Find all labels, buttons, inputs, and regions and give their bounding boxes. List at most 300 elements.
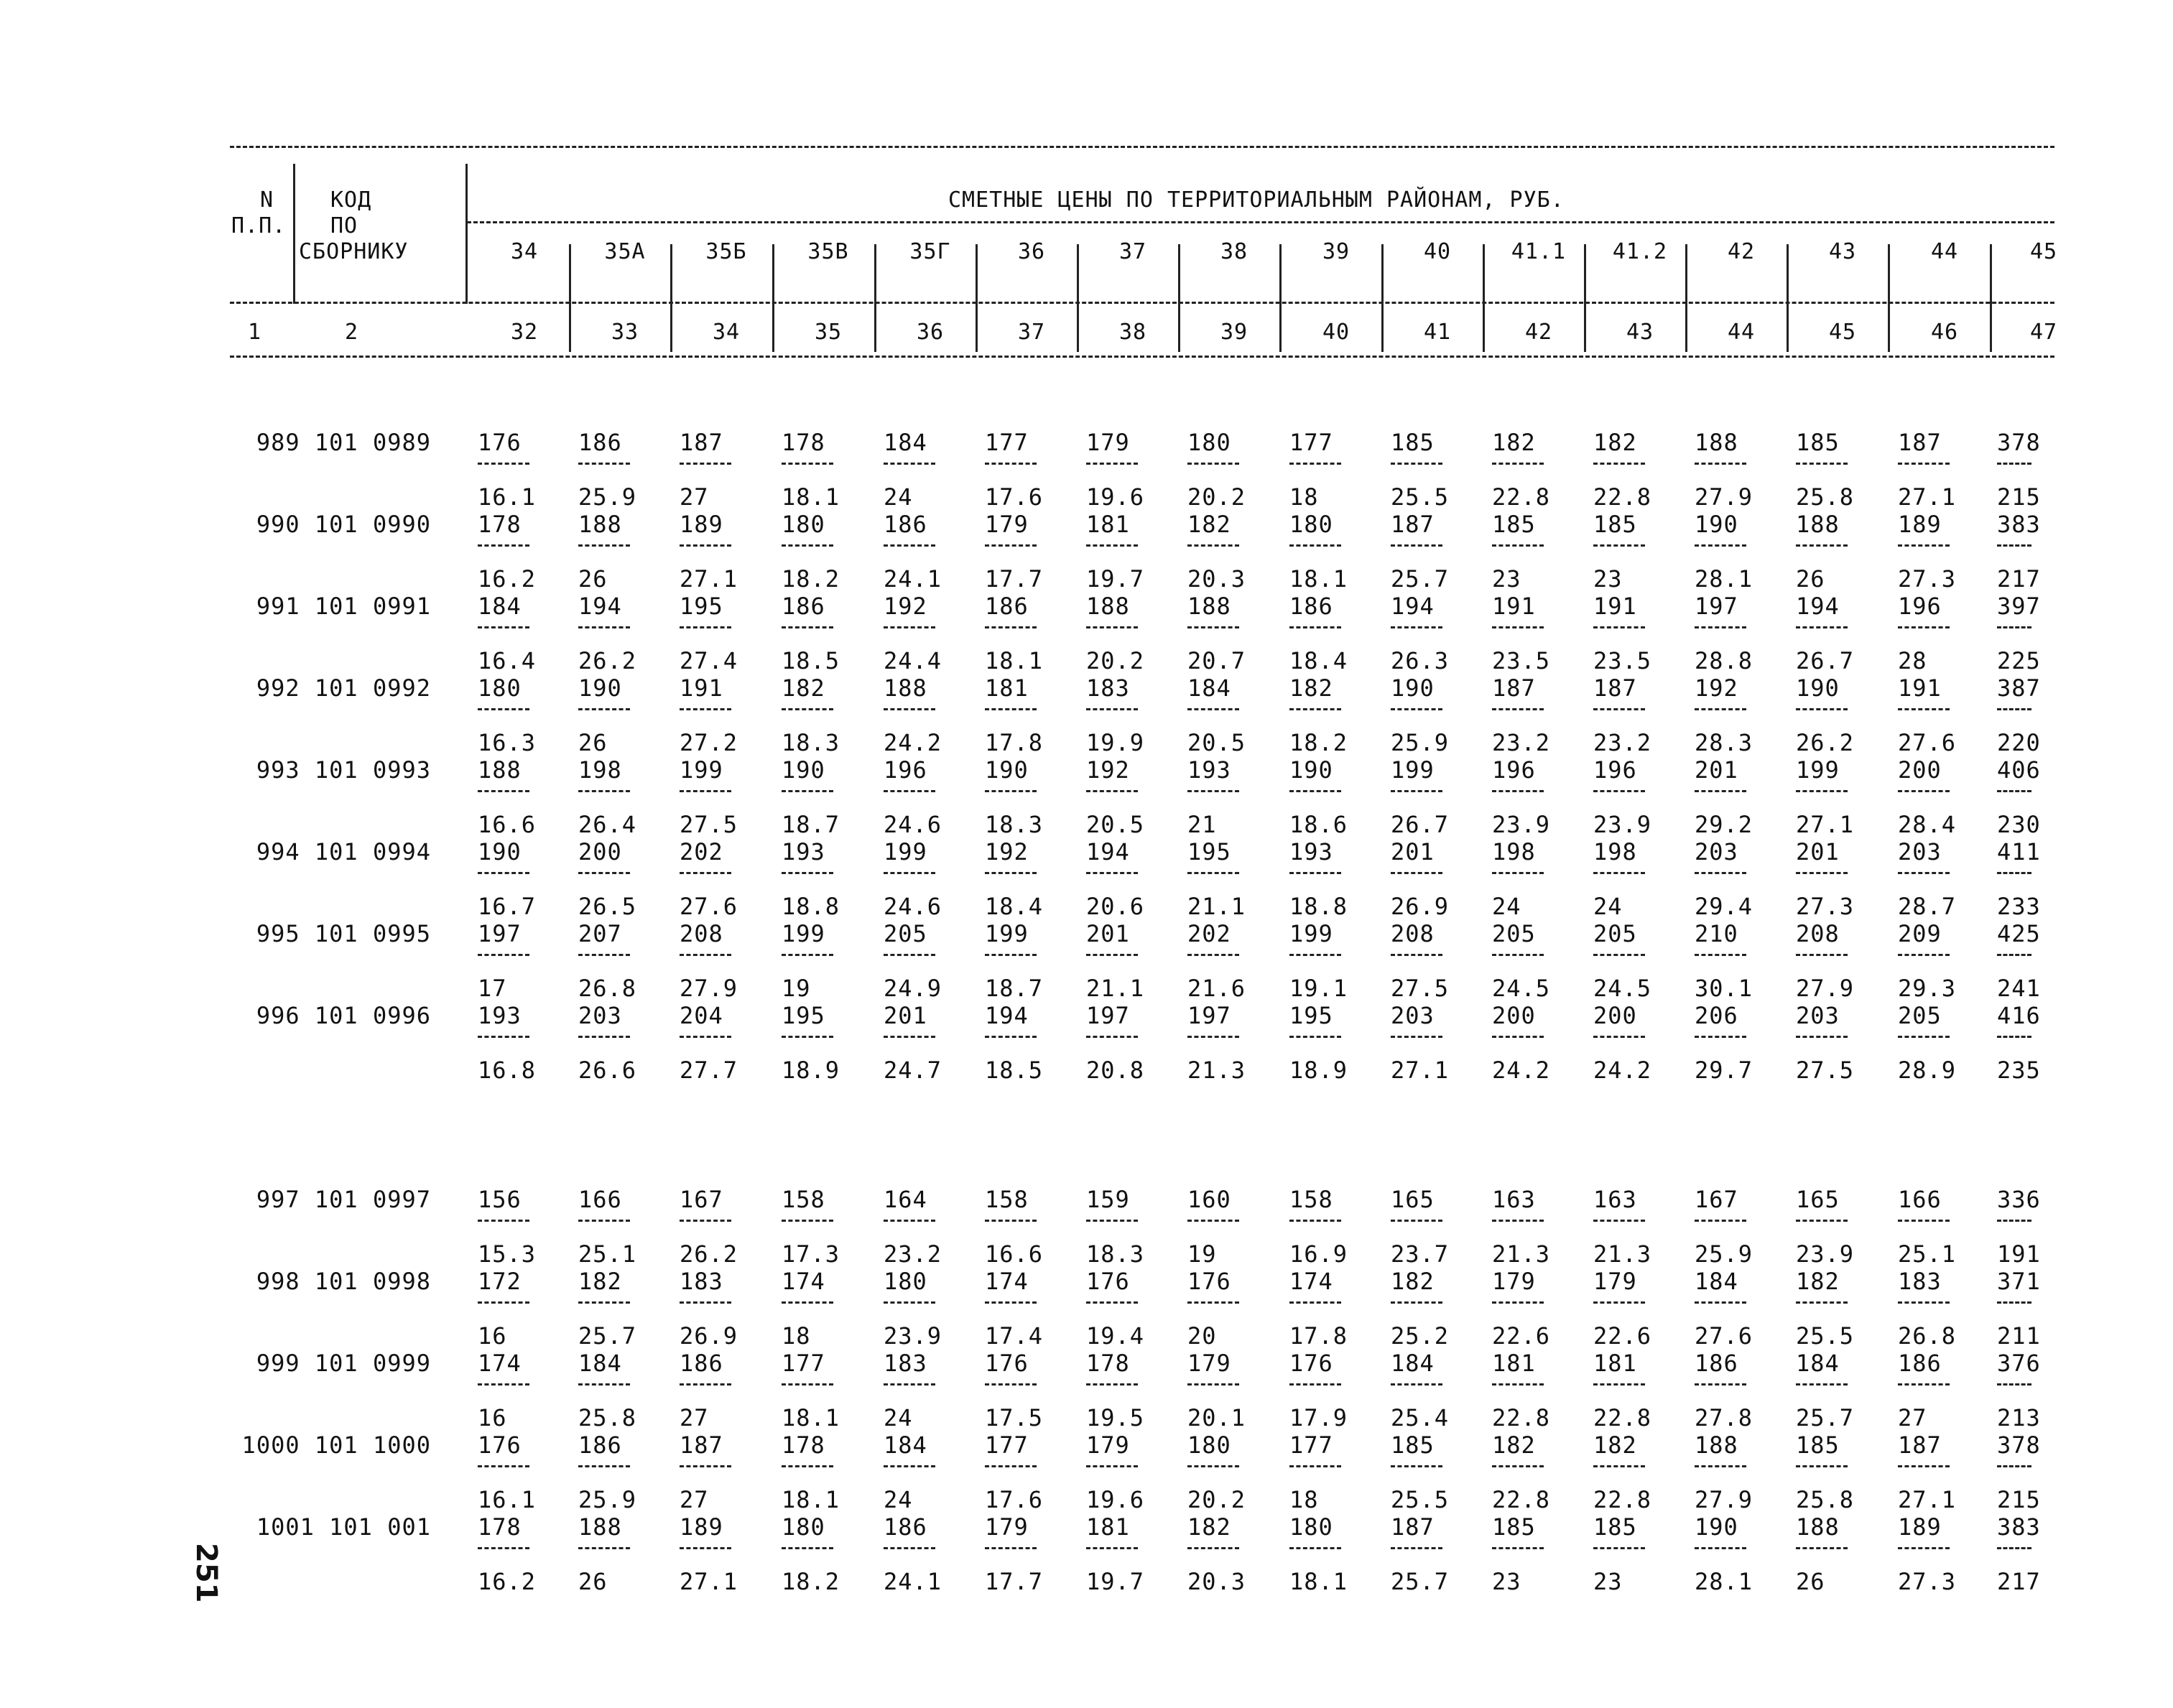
price-cell-total: 188 [578,511,622,538]
row-code: 101 001 [329,1513,431,1541]
fraction-line [1289,626,1341,628]
row-number: 997 [256,1186,300,1213]
region-header-cell: 35В [807,239,849,264]
price-cell-wage: 26 [578,565,608,593]
fraction-line [1593,626,1645,628]
price-cell-wage: 18 [1289,1486,1319,1513]
price-cell-total: 187 [680,1431,723,1459]
price-cell-wage: 22.6 [1492,1322,1551,1350]
price-cell-total: 188 [1796,1513,1840,1541]
fraction-line [578,708,630,710]
header-code-label-1: КОД [330,187,372,213]
price-cell-wage: 23.9 [1796,1240,1855,1268]
price-cell-wage: 19.9 [1086,729,1145,756]
fraction-line [782,626,833,628]
fraction-line [680,1301,731,1304]
fraction-line [1593,790,1645,792]
region-header-cell: 44 [1930,239,1959,264]
price-cell-wage: 25.5 [1796,1322,1855,1350]
region-header-cell: 38 [1220,239,1248,264]
price-cell-wage: 27.9 [1695,1486,1753,1513]
fraction-line [782,463,833,465]
price-cell-total: 182 [1187,1513,1231,1541]
fraction-line [680,1220,731,1222]
price-cell-total: 182 [1492,1431,1536,1459]
fraction-line [1695,1036,1746,1038]
price-cell-total: 182 [1593,1431,1637,1459]
price-cell-total: 167 [1695,1186,1738,1213]
fraction-line [1391,463,1442,465]
price-cell-total: 183 [1898,1268,1942,1295]
row-code-label [216,1514,431,1540]
price-cell-total: 187 [1593,674,1637,702]
price-cell-wage: 16 [478,1322,507,1350]
fraction-line [1492,1547,1544,1549]
price-cell-total: 181 [985,674,1029,702]
fraction-line [578,954,630,956]
price-cell-total: 411 [1997,838,2041,865]
row-number: 994 [256,838,300,865]
price-cell-total: 205 [1492,920,1536,947]
price-cell-wage: 16.2 [478,565,537,593]
price-cell-wage: 24 [884,1486,913,1513]
price-cell-wage: 25.9 [1695,1240,1753,1268]
fraction-line [1898,463,1950,465]
price-cell-total: 198 [1593,838,1637,865]
price-cell-wage: 20.6 [1086,893,1145,920]
row-number: 991 [256,593,300,620]
column-index-cell: 42 [1524,320,1553,345]
price-cell-total: 208 [1391,920,1435,947]
price-cell-wage: 18.3 [1086,1240,1145,1268]
fraction-line [1997,790,2031,792]
price-cell-wage: 18.4 [985,893,1044,920]
price-cell-wage: 20.2 [1187,1486,1246,1513]
fraction-line [680,1465,731,1467]
price-cell-wage: 28.3 [1695,729,1753,756]
price-cell-total: 186 [782,593,825,620]
fraction-line [1187,872,1239,874]
fraction-line [478,1301,529,1304]
price-cell-total: 207 [578,920,622,947]
price-cell-wage: 18.5 [782,647,840,674]
price-cell-wage: 27.5 [1391,975,1450,1002]
price-cell-total: 179 [1187,1350,1231,1377]
price-cell-total: 160 [1187,1186,1231,1213]
price-cell-total: 179 [1492,1268,1536,1295]
column-index-cell: 1 [248,320,262,345]
price-cell-wage: 25.2 [1391,1322,1450,1350]
row-code: 101 0994 [314,838,431,865]
price-cell-wage: 23.9 [1593,811,1652,838]
fraction-line [985,1301,1037,1304]
price-cell-total: 198 [1492,838,1536,865]
column-index-cell: 40 [1322,320,1350,345]
fraction-line [1492,954,1544,956]
header-top-rule [230,146,2054,148]
price-cell-total: 184 [478,593,522,620]
header-num-label-2: П.П. [231,213,287,238]
fraction-line [1289,1383,1341,1386]
header-title: СМЕТНЫЕ ЦЕНЫ ПО ТЕРРИТОРИАЛЬНЫМ РАЙОНАМ, РУБ. [948,187,1565,213]
price-cell-total: 200 [578,838,622,865]
price-cell-total: 201 [884,1002,927,1029]
price-cell-wage: 24.6 [884,811,942,838]
price-cell-total: 378 [1997,1431,2041,1459]
price-cell-wage: 18.1 [782,1404,840,1431]
price-cell-wage: 24.6 [884,893,942,920]
price-cell-total: 185 [1593,511,1637,538]
row-number: 999 [256,1350,300,1377]
price-cell-total: 194 [578,593,622,620]
price-cell-total: 179 [1086,1431,1130,1459]
fraction-line [1187,1220,1239,1222]
price-cell-total: 190 [1695,1513,1738,1541]
price-cell-total: 195 [1289,1002,1333,1029]
fraction-line [1492,1301,1544,1304]
price-cell-wage: 23.2 [1593,729,1652,756]
fraction-line [1391,872,1442,874]
fraction-line [1997,544,2031,547]
price-cell-total: 196 [1492,756,1536,784]
price-cell-total: 186 [884,511,927,538]
row-number: 995 [256,920,300,947]
price-cell-wage: 25.7 [578,1322,637,1350]
row-code: 101 0991 [314,593,431,620]
fraction-line [1593,1301,1645,1304]
price-cell-wage: 17.3 [782,1240,840,1268]
price-cell-total: 186 [1898,1350,1942,1377]
price-cell-total: 194 [1391,593,1435,620]
price-cell-wage: 19.1 [1289,975,1348,1002]
price-cell-wage: 18.9 [782,1057,840,1084]
header-mid-rule [230,302,2054,304]
price-cell-total: 201 [1695,756,1738,784]
column-index-cell: 36 [916,320,945,345]
fraction-line [884,1465,935,1467]
price-cell-wage: 27.7 [680,1057,738,1084]
price-cell-total: 177 [985,1431,1029,1459]
price-cell-total: 200 [1898,756,1942,784]
fraction-line [1796,1547,1848,1549]
column-index-cell: 34 [712,320,741,345]
fraction-line [884,1036,935,1038]
region-header-cell: 35Б [705,239,747,264]
fraction-line [478,954,529,956]
price-cell-total: 184 [884,1431,927,1459]
fraction-line [985,544,1037,547]
fraction-line [1492,1036,1544,1038]
fraction-line [782,1301,833,1304]
fraction-line [1796,1301,1848,1304]
price-cell-wage: 24 [884,1404,913,1431]
price-cell-wage: 21.1 [1086,975,1145,1002]
price-cell-total: 376 [1997,1350,2041,1377]
price-cell-wage: 21.3 [1593,1240,1652,1268]
fraction-line [1898,544,1950,547]
price-cell-wage: 23 [1492,1568,1521,1595]
fraction-line [680,544,731,547]
fraction-line [1796,954,1848,956]
price-cell-total: 180 [1187,429,1231,456]
price-cell-wage: 16.1 [478,483,537,511]
fraction-line [1796,626,1848,628]
fraction-line [1086,790,1138,792]
fraction-line [1086,872,1138,874]
price-cell-total: 163 [1593,1186,1637,1213]
price-cell-total: 199 [1391,756,1435,784]
price-cell-wage: 16.1 [478,1486,537,1513]
price-cell-wage: 20.2 [1086,647,1145,674]
price-cell-wage: 26 [578,729,608,756]
row-number: 992 [256,674,300,702]
fraction-line [478,1383,529,1386]
fraction-line [1187,1036,1239,1038]
header-title-rule [467,221,2054,223]
price-cell-wage: 241 [1997,975,2041,1002]
row-code-label [216,839,431,865]
price-cell-wage: 24.1 [884,1568,942,1595]
fraction-line [578,1547,630,1549]
fraction-line [1086,463,1138,465]
fraction-line [985,1220,1037,1222]
fraction-line [1289,1036,1341,1038]
price-cell-wage: 217 [1997,565,2041,593]
price-cell-wage: 25.8 [1796,483,1855,511]
column-index-cell: 44 [1727,320,1756,345]
price-cell-wage: 17.9 [1289,1404,1348,1431]
price-cell-total: 200 [1593,1002,1637,1029]
price-cell-total: 199 [884,838,927,865]
price-cell-wage: 24.1 [884,565,942,593]
price-cell-wage: 17.5 [985,1404,1044,1431]
price-cell-total: 206 [1695,1002,1738,1029]
price-cell-wage: 27 [680,1404,709,1431]
fraction-line [1796,463,1848,465]
price-cell-total: 186 [1695,1350,1738,1377]
fraction-line [782,1547,833,1549]
fraction-line [578,544,630,547]
price-cell-wage: 18.1 [782,483,840,511]
fraction-line [1492,872,1544,874]
column-index-cell: 35 [814,320,843,345]
price-cell-wage: 24.5 [1593,975,1652,1002]
price-cell-wage: 19.4 [1086,1322,1145,1350]
column-index-cell: 37 [1017,320,1046,345]
region-header-cell: 41.1 [1511,239,1567,264]
fraction-line [578,1220,630,1222]
fraction-line [1187,463,1239,465]
price-cell-total: 209 [1898,920,1942,947]
fraction-line [1796,708,1848,710]
price-cell-total: 190 [1695,511,1738,538]
fraction-line [782,872,833,874]
fraction-line [1391,1220,1442,1222]
price-cell-wage: 24.9 [884,975,942,1002]
fraction-line [1593,1036,1645,1038]
price-cell-total: 182 [1391,1268,1435,1295]
price-cell-wage: 18.6 [1289,811,1348,838]
price-cell-total: 192 [985,838,1029,865]
fraction-line [1796,1036,1848,1038]
price-cell-total: 188 [1086,593,1130,620]
fraction-line [478,872,529,874]
price-cell-total: 193 [1289,838,1333,865]
price-cell-wage: 29.3 [1898,975,1957,1002]
price-cell-total: 187 [1898,1431,1942,1459]
price-cell-wage: 20.8 [1086,1057,1145,1084]
header-vbar-1 [293,164,295,304]
price-cell-wage: 20.2 [1187,483,1246,511]
price-cell-wage: 18.8 [782,893,840,920]
price-cell-total: 176 [1289,1350,1333,1377]
price-cell-total: 193 [1187,756,1231,784]
price-cell-wage: 220 [1997,729,2041,756]
price-cell-wage: 18.5 [985,1057,1044,1084]
fraction-line [1898,708,1950,710]
row-code: 101 1000 [314,1431,431,1459]
price-cell-total: 189 [680,1513,723,1541]
header-code-label-3: СБОРНИКУ [299,239,409,264]
price-cell-wage: 23.9 [884,1322,942,1350]
price-cell-wage: 15.3 [478,1240,537,1268]
price-cell-total: 180 [478,674,522,702]
price-cell-wage: 22.6 [1593,1322,1652,1350]
column-index-cell: 45 [1828,320,1857,345]
price-cell-wage: 30.1 [1695,975,1753,1002]
price-cell-total: 165 [1796,1186,1840,1213]
price-cell-wage: 16 [478,1404,507,1431]
price-cell-total: 190 [1796,674,1840,702]
price-cell-wage: 215 [1997,483,2041,511]
fraction-line [1391,544,1442,547]
fraction-line [680,1036,731,1038]
fraction-line [1492,626,1544,628]
price-cell-total: 336 [1997,1186,2041,1213]
fraction-line [1593,1383,1645,1386]
fraction-line [782,1220,833,1222]
price-cell-wage: 20.1 [1187,1404,1246,1431]
price-cell-total: 190 [478,838,522,865]
price-cell-total: 201 [1086,920,1130,947]
price-cell-total: 167 [680,1186,723,1213]
price-cell-total: 191 [680,674,723,702]
price-cell-wage: 17.8 [985,729,1044,756]
fraction-line [1898,1036,1950,1038]
column-index-cell: 33 [611,320,639,345]
fraction-line [1492,463,1544,465]
price-cell-wage: 26.9 [1391,893,1450,920]
fraction-line [1593,1547,1645,1549]
row-number: 990 [256,511,300,538]
price-cell-wage: 27.1 [1391,1057,1450,1084]
fraction-line [884,1383,935,1386]
price-cell-total: 179 [1593,1268,1637,1295]
fraction-line [1796,872,1848,874]
fraction-line [1593,544,1645,547]
fraction-line [985,872,1037,874]
row-number: 993 [256,756,300,784]
fraction-line [1187,626,1239,628]
fraction-line [985,1465,1037,1467]
fraction-line [782,1036,833,1038]
fraction-line [884,954,935,956]
row-code-label [216,757,431,783]
row-code-label [216,1187,431,1212]
price-cell-total: 188 [1187,593,1231,620]
price-cell-total: 205 [884,920,927,947]
fraction-line [680,626,731,628]
price-cell-wage: 19.7 [1086,1568,1145,1595]
price-cell-total: 397 [1997,593,2041,620]
price-cell-total: 196 [1593,756,1637,784]
price-cell-wage: 26 [1796,1568,1825,1595]
column-index-cell: 38 [1118,320,1147,345]
price-cell-total: 197 [1086,1002,1130,1029]
price-cell-wage: 23.5 [1492,647,1551,674]
price-cell-total: 187 [1391,511,1435,538]
fraction-line [782,708,833,710]
fraction-line [1492,708,1544,710]
fraction-line [1391,954,1442,956]
fraction-line [680,708,731,710]
price-cell-wage: 21.6 [1187,975,1246,1002]
price-cell-total: 191 [1898,674,1942,702]
fraction-line [1391,626,1442,628]
price-cell-total: 191 [1593,593,1637,620]
price-cell-wage: 16.6 [478,811,537,838]
price-cell-wage: 27 [680,1486,709,1513]
price-cell-wage: 17.8 [1289,1322,1348,1350]
header-bottom-rule [230,356,2054,358]
header-code-label-2: ПО [330,213,358,238]
price-cell-wage: 25.8 [578,1404,637,1431]
column-index-cell: 39 [1220,320,1248,345]
price-cell-wage: 27.1 [1898,483,1957,511]
price-cell-wage: 18.1 [782,1486,840,1513]
price-cell-total: 181 [1086,511,1130,538]
row-code: 101 0996 [314,1002,431,1029]
price-cell-total: 177 [985,429,1029,456]
fraction-line [884,463,935,465]
price-cell-total: 178 [1086,1350,1130,1377]
fraction-line [1289,1465,1341,1467]
fraction-line [1086,1036,1138,1038]
price-cell-total: 195 [782,1002,825,1029]
fraction-line [1187,1547,1239,1549]
fraction-line [1086,1465,1138,1467]
fraction-line [1796,544,1848,547]
price-cell-wage: 23.5 [1593,647,1652,674]
price-cell-total: 200 [1492,1002,1536,1029]
price-cell-wage: 27.8 [1695,1404,1753,1431]
price-cell-total: 166 [1898,1186,1942,1213]
fraction-line [578,872,630,874]
fraction-line [478,1547,529,1549]
price-cell-total: 185 [1796,1431,1840,1459]
fraction-line [1086,1383,1138,1386]
price-cell-wage: 225 [1997,647,2041,674]
price-cell-total: 186 [578,429,622,456]
price-cell-total: 201 [1796,838,1840,865]
price-cell-wage: 26.4 [578,811,637,838]
fraction-line [1289,463,1341,465]
price-cell-total: 178 [782,1431,825,1459]
fraction-line [1898,790,1950,792]
fraction-line [1187,790,1239,792]
price-cell-total: 184 [1391,1350,1435,1377]
fraction-line [1086,1220,1138,1222]
